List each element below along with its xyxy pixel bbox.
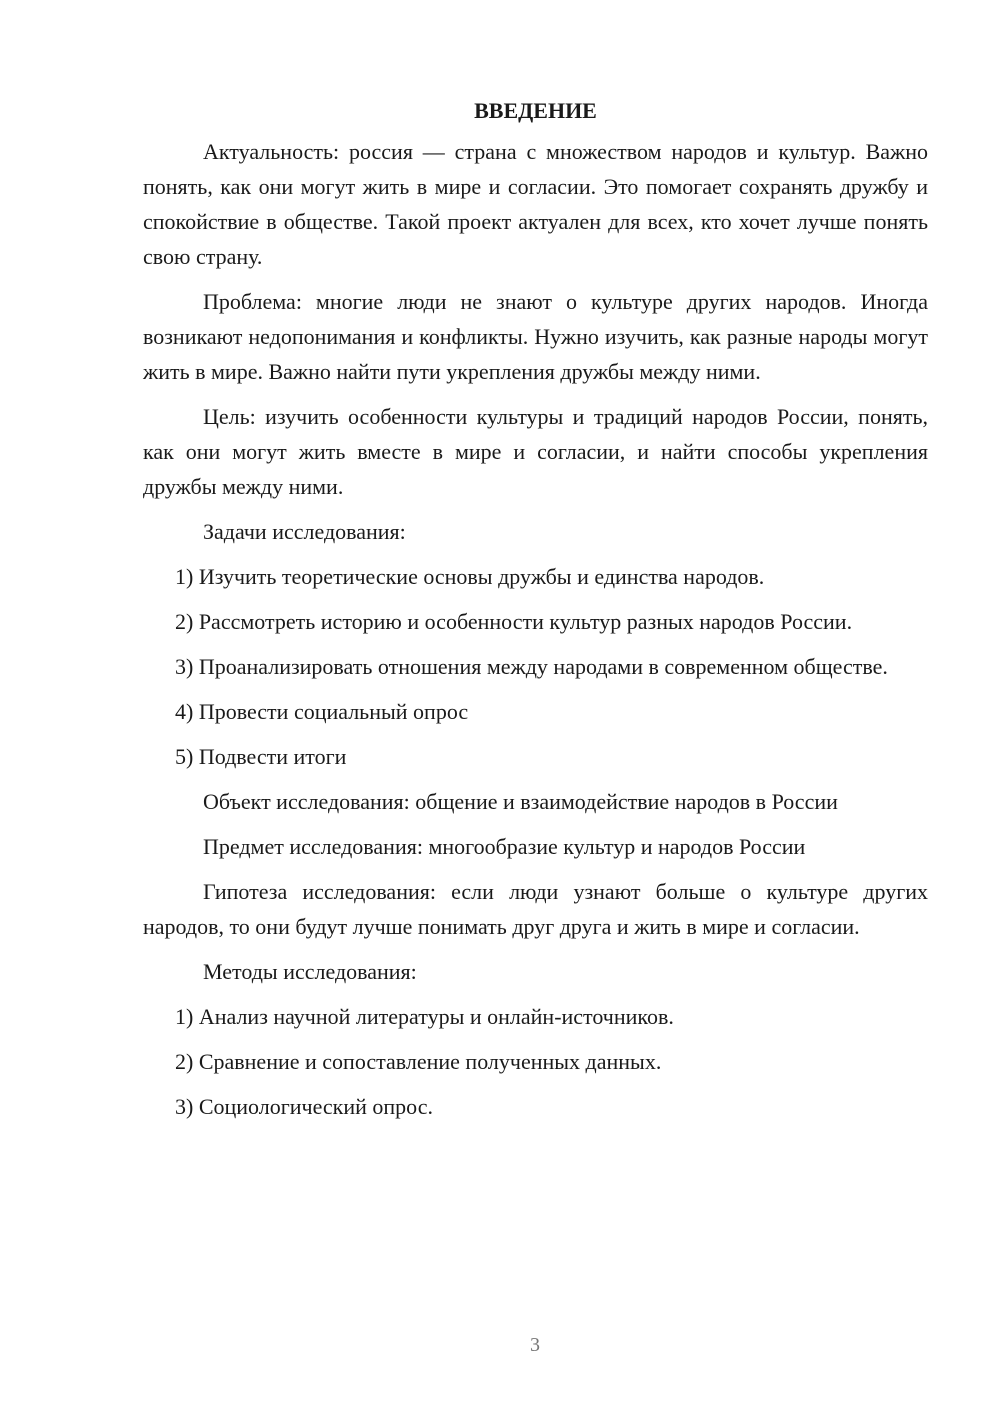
method-item-3: 3) Социологический опрос. <box>175 1094 433 1119</box>
method-item-1: 1) Анализ научной литературы и онлайн-источников. <box>175 1004 674 1029</box>
document-page <box>143 96 928 1134</box>
methods-label: Методы исследования: <box>203 959 417 984</box>
object-paragraph: Объект исследования: общение и взаимодействие народов в России <box>203 789 838 814</box>
relevance-paragraph: Актуальность: россия — страна с множеством народов и культур. Важно понять, как они могут жить в мире и согласии. Это помогает сохранять дружбу и спокойствие в обществе. Такой проект актуален для всех, кто хочет лучше понять свою страну. <box>143 139 928 269</box>
problem-paragraph: Проблема: многие люди не знают о культуре других народов. Иногда возникают недопонимания и конфликты. Нужно изучить, как разные народы могут жить в мире. Важно найти пути укрепления дружбы между ними. <box>143 289 928 384</box>
task-item-5: 5) Подвести итоги <box>175 744 347 769</box>
hypothesis-paragraph: Гипотеза исследования: если люди узнают больше о культуре других народов, то они будут лучше понимать друг друга и жить в мире и согласии. <box>143 879 928 939</box>
task-item-1: 1) Изучить теоретические основы дружбы и единства народов. <box>175 564 765 589</box>
task-item-4: 4) Провести социальный опрос <box>175 699 469 724</box>
section-heading: ВВЕДЕНИЕ <box>474 98 597 123</box>
subject-paragraph: Предмет исследования: многообразие культур и народов России <box>203 834 806 859</box>
goal-paragraph: Цель: изучить особенности культуры и традиций народов России, понять, как они могут жить вместе в мире и согласии, и найти способы укрепления дружбы между ними. <box>143 404 928 499</box>
tasks-label: Задачи исследования: <box>203 519 406 544</box>
task-item-2: 2) Рассмотреть историю и особенности культур разных народов России. <box>175 609 853 634</box>
page-number: 3 <box>530 1334 540 1356</box>
method-item-2: 2) Сравнение и сопоставление полученных данных. <box>175 1049 662 1074</box>
task-item-3: 3) Проанализировать отношения между народами в современном обществе. <box>175 654 888 679</box>
